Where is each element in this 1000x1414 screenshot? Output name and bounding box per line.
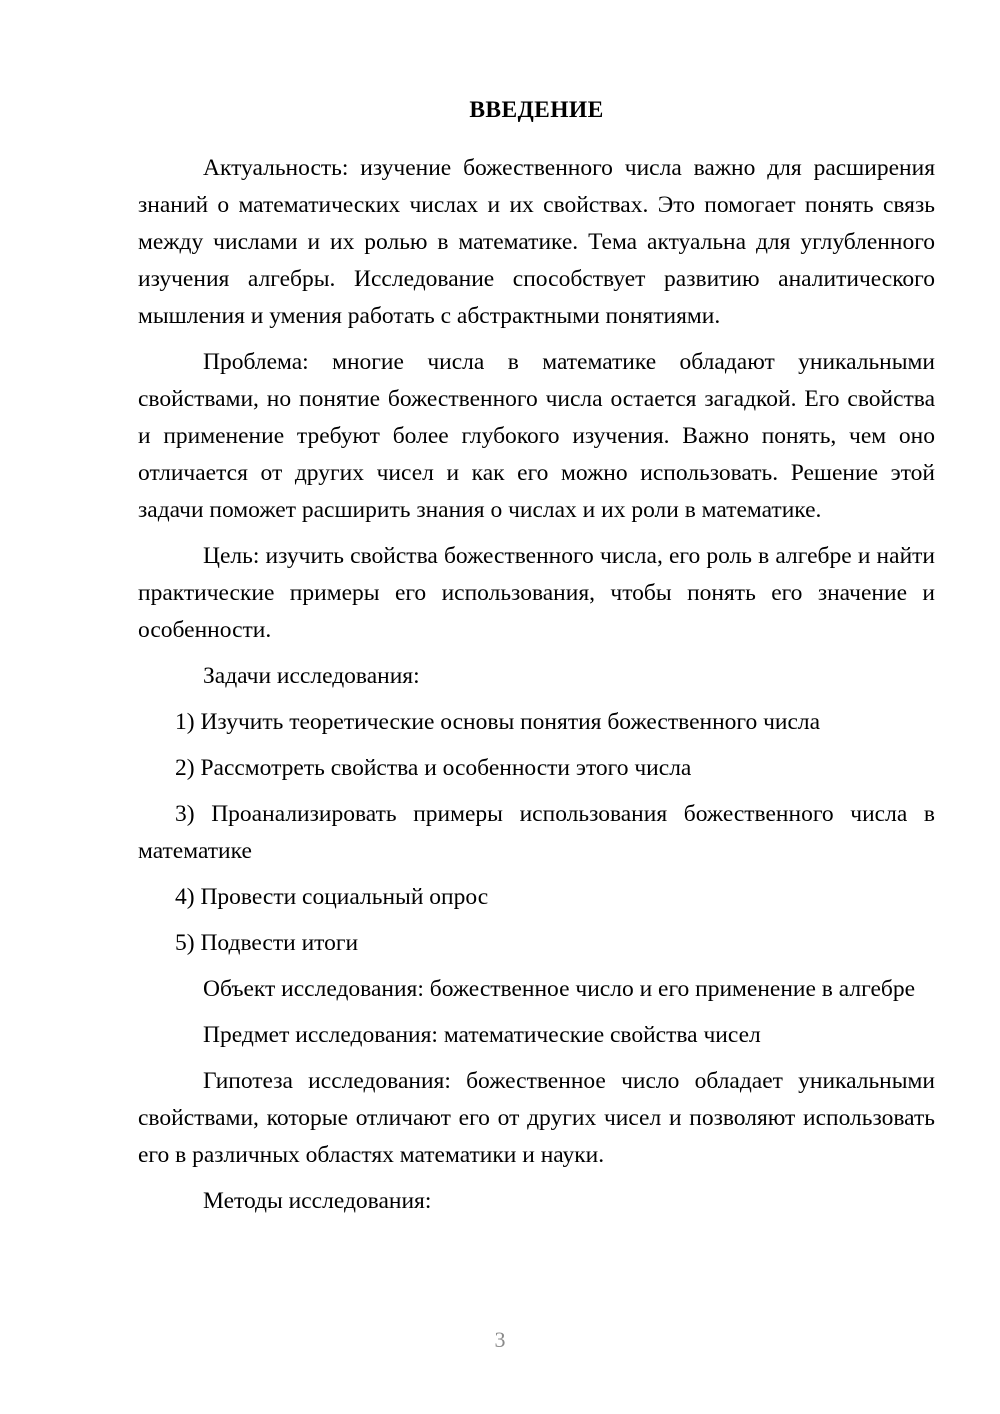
list-item: 5) Подвести итоги	[175, 930, 359, 956]
heading-methods: Методы исследования:	[203, 1188, 432, 1214]
page-title: ВВЕДЕНИЕ	[469, 97, 604, 123]
list-item: 3) Проанализировать примеры использования божественного числа в математике	[138, 801, 935, 864]
list-item: 4) Провести социальный опрос	[175, 884, 489, 910]
paragraph-hypothesis: Гипотеза исследования: божественное число обладает уникальными свойствами, которые отличают его от других чисел и позволяют использовать его в различных областях математики и науки.	[138, 1068, 935, 1168]
paragraph-object: Объект исследования: божественное число и его применение в алгебре	[203, 976, 916, 1002]
page-number: 3	[494, 1327, 506, 1352]
paragraph-subject: Предмет исследования: математические свойства чисел	[203, 1022, 761, 1048]
list-item: 2) Рассмотреть свойства и особенности этого числа	[175, 755, 692, 781]
heading-tasks: Задачи исследования:	[203, 663, 420, 689]
list-item: 1) Изучить теоретические основы понятия божественного числа	[175, 709, 821, 735]
paragraph-relevance: Актуальность: изучение божественного числа важно для расширения знаний о математических числах и их свойствах. Это помогает понять связь между числами и их ролью в математике. Тема актуальна для углубленного изучения алгебры. Исследование способствует развитию аналитического мышления и умения работать с абстрактными понятиями.	[138, 155, 935, 329]
paragraph-goal: Цель: изучить свойства божественного числа, его роль в алгебре и найти практические примеры его использования, чтобы понять его значение и особенности.	[138, 543, 935, 643]
paragraph-problem: Проблема: многие числа в математике обладают уникальными свойствами, но понятие божественного числа остается загадкой. Его свойства и применение требуют более глубокого изучения. Важно понять, чем оно отличается от других чисел и как его можно использовать. Решение этой задачи поможет расширить знания о числах и их роли в математике.	[138, 349, 935, 523]
document-body	[138, 92, 935, 1229]
